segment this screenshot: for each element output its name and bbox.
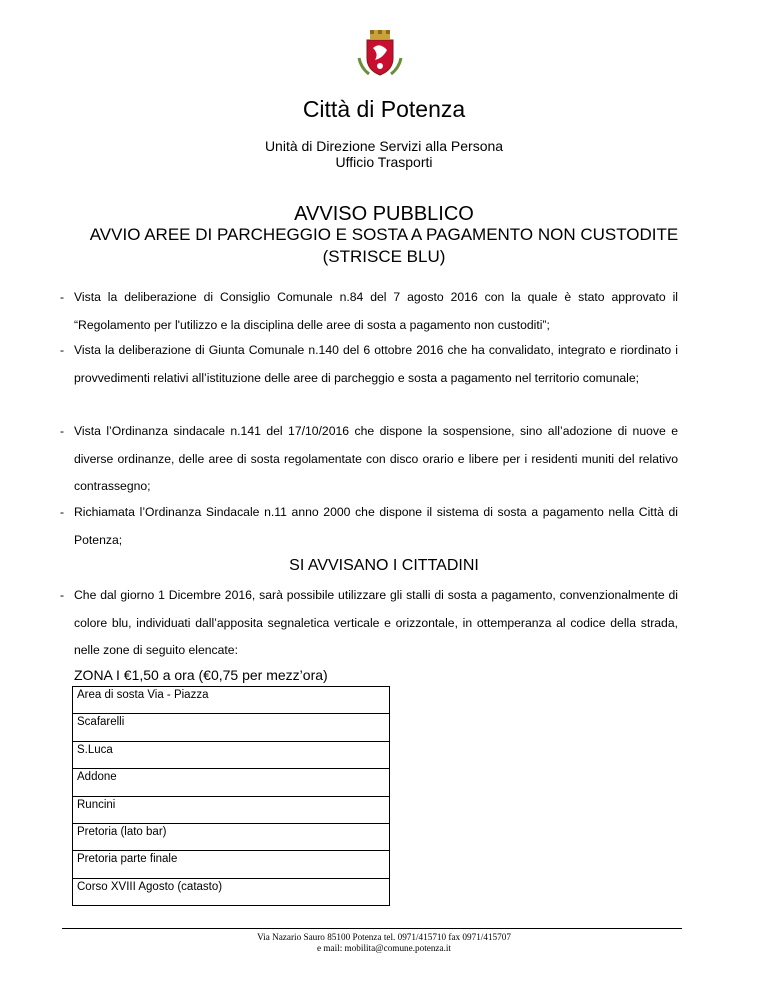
notice-subtitle: AVVIO AREE DI PARCHEGGIO E SOSTA A PAGAMENTO NON CUSTODITE (STRISCE BLU) <box>89 225 679 266</box>
list-dash: - <box>60 588 65 602</box>
table-header-cell: Area di sosta Via - Piazza <box>73 687 390 714</box>
unit-line2: Ufficio Trasporti <box>335 154 433 170</box>
notice-title: AVVISO PUBBLICO <box>294 203 474 225</box>
table-row <box>73 878 390 905</box>
unit-line1: Unità di Direzione Servizi alla Persona <box>264 138 504 154</box>
table-row <box>73 823 390 850</box>
footer <box>0 932 768 954</box>
parking-areas-table <box>72 686 390 906</box>
footer-divider <box>62 928 682 929</box>
table-cell: Runcini <box>73 796 390 823</box>
announcement-item <box>60 582 678 665</box>
premise-text: Vista la deliberazione di Consiglio Comunale n.84 del 7 agosto 2016 con la quale è stato approvato il “Regolamento per l'utilizzo e la disciplina delle aree di sosta a pagamento non custoditi”; <box>74 290 678 332</box>
list-dash: - <box>60 505 65 519</box>
announcement-text: Che dal giorno 1 Dicembre 2016, sarà possibile utilizzare gli stalli di sosta a pagamento, convenzionalmente di colore blu, individuati dall’apposita segnaletica verticale e orizzontale, in ottemperanza al codice della strada, nelle zone di seguito elencate: <box>74 588 678 657</box>
premise-item <box>60 337 678 392</box>
announcement-heading: SI AVVISANO I CITTADINI <box>289 557 479 574</box>
table-row <box>73 714 390 741</box>
city-name: Città di Potenza <box>302 96 466 122</box>
table-row <box>73 851 390 878</box>
table-cell: Scafarelli <box>73 714 390 741</box>
premise-item <box>60 418 678 501</box>
premise-text: Vista la deliberazione di Giunta Comunale n.140 del 6 ottobre 2016 che ha convalidato, integrato e riordinato i provvedimenti relativi all’istituzione delle aree di parcheggio e sosta a pagamento nel territorio comunale; <box>74 343 678 385</box>
table-cell: Pretoria parte finale <box>73 851 390 878</box>
list-dash: - <box>60 290 65 304</box>
table-row <box>73 769 390 796</box>
premise-text: Vista l’Ordinanza sindacale n.141 del 17/10/2016 che dispone la sospensione, sino all’adozione di nuove e diverse ordinanze, delle aree di sosta regolamentate con disco orario e libere per i residenti muniti del relativo contrassegno; <box>74 424 678 493</box>
list-dash: - <box>60 343 65 357</box>
footer-email: e mail: mobilita@comune.potenza.it <box>317 943 451 953</box>
table-cell: Addone <box>73 769 390 796</box>
table-cell: Corso XVIII Agosto (catasto) <box>73 878 390 905</box>
table-row <box>73 796 390 823</box>
premise-item <box>60 284 678 339</box>
city-coat-of-arms-icon <box>355 28 405 78</box>
table-row <box>73 741 390 768</box>
list-dash: - <box>60 424 65 438</box>
office-name <box>0 138 768 170</box>
footer-address: Via Nazario Sauro 85100 Potenza tel. 0971/415710 fax 0971/415707 <box>257 932 511 942</box>
table-cell: Pretoria (lato bar) <box>73 823 390 850</box>
premise-item <box>60 499 678 554</box>
table-header-row <box>73 687 390 714</box>
zone-label: ZONA I €1,50 a ora (€0,75 per mezz’ora) <box>74 667 328 683</box>
table-cell: S.Luca <box>73 741 390 768</box>
premise-text: Richiamata l’Ordinanza Sindacale n.11 anno 2000 che dispone il sistema di sosta a pagamento nella Città di Potenza; <box>74 505 678 547</box>
